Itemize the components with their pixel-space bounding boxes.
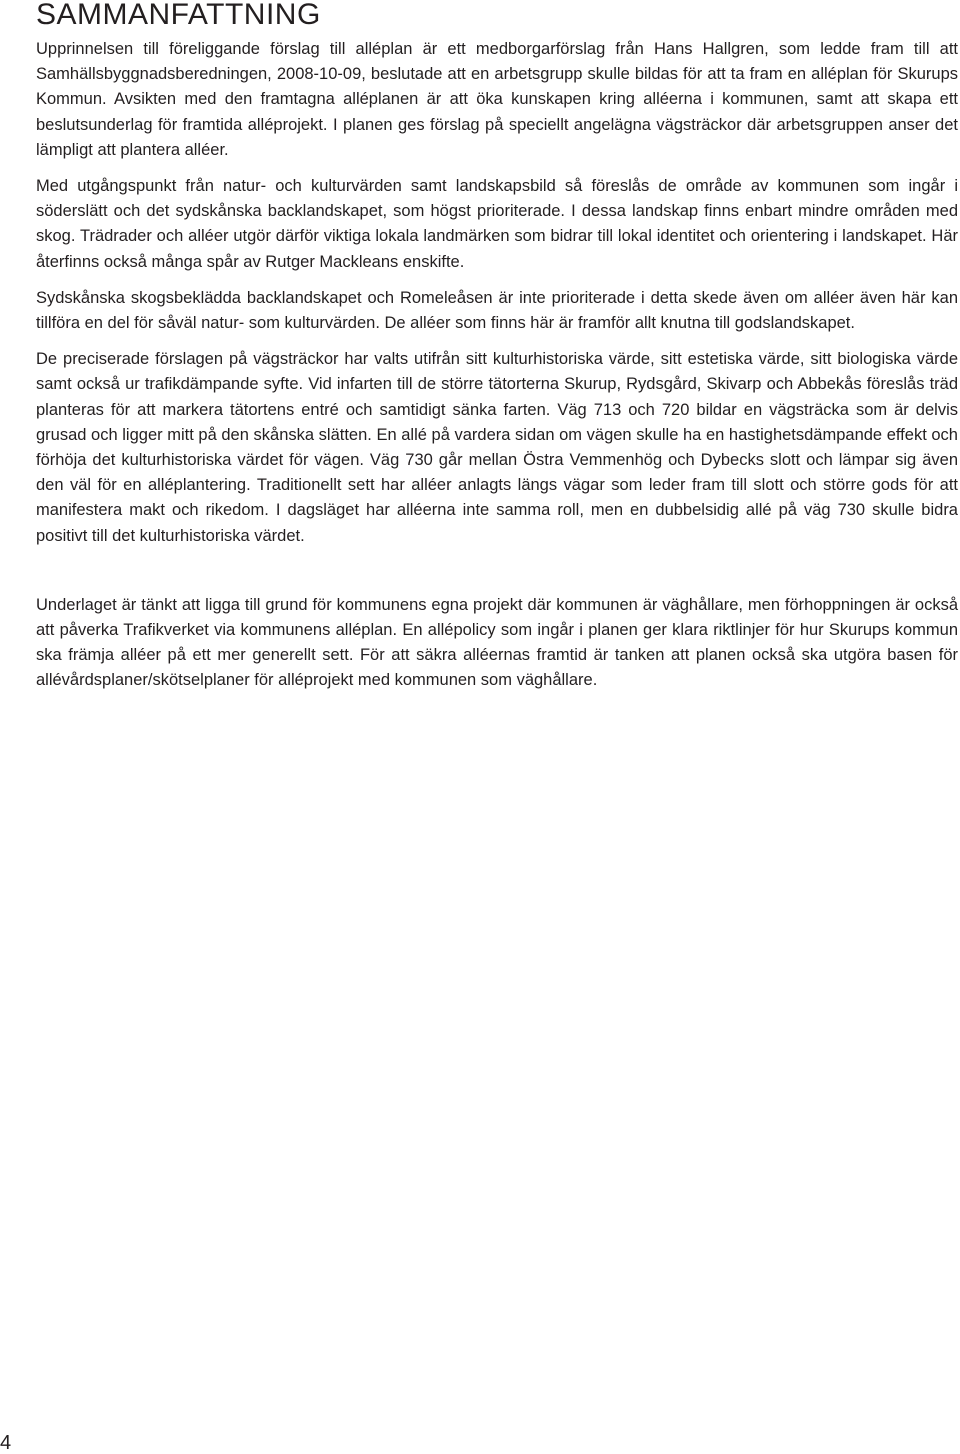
paragraph-priorities: Med utgångspunkt från natur- och kulturvärden samt landskapsbild så föreslås de område av kommunen som ingår i söderslätt och det sydskånska backlandskapet, som högst prioriterade. I dessa landskap finns enbart mindre områden med skog. Trädrader och alléer utgör därför viktiga lokala landmärken som bidrar till lokal identitet och orientering i landskapet. Här återfinns också många spår av Rutger Mackleans enskifte. <box>36 177 958 271</box>
paragraph-road-proposals: De preciserade förslagen på vägsträckor har valts utifrån sitt kulturhistoriska värde, sitt estetiska värde, sitt biologiska värde samt också ur trafikdämpande syfte. Vid infarten till de större tätorterna Skurup, Rydsgård, Skivarp och Abbekås föreslås träd planteras för att markera tätortens entré och samtidigt sänka farten. Väg 713 och 720 bildar en vägsträcka som är delvis grusad och ligger mitt på den skånska slätten. En allé på vardera sidan om vägen skulle ha en hastighetsdämpande effekt och förhöja det kulturhistoriska värdet för vägen. Väg 730 går mellan Östra Vemmenhög och Dybecks slott och lämpar sig även den väl för en alléplantering. Traditionellt sett har alléer anlagts längs vägar som leder fram till slott och större gods för att manifestera makt och rikedom. I dagsläget har alléerna inte samma roll, men en dubbelsidig allé på väg 730 skulle bidra positivt till det kulturhistoriska värdet. <box>36 350 958 545</box>
summary-body <box>36 37 958 705</box>
page-title: SAMMANFATTNING <box>36 0 321 31</box>
paragraph-backlandscape: Sydskånska skogsbeklädda backlandskapet och Romeleåsen är inte prioriterade i detta skede även om alléer även här kan tillföra en del för såväl natur- som kulturvärden. De alléer som finns här är framför allt knutna till godslandskapet. <box>36 288 958 333</box>
paragraph-background: Upprinnelsen till föreliggande förslag till alléplan är ett medborgarförslag från Hans Hallgren, som ledde fram till att Samhällsbyggnadsberedningen, 2008-10-09, beslutade att en arbetsgrupp skulle bildas för att ta fram en alléplan för Skurups Kommun. Avsikten med den framtagna alléplanen är att öka kunskapen kring alléerna i kommunen, samt att skapa ett beslutsunderlag för framtida alléprojekt. I planen ges förslag på speciellt angelägna vägsträckor där arbetsgruppen anser det lämpligt att plantera alléer. <box>36 40 958 159</box>
page-number: 4 <box>0 1432 12 1454</box>
paragraph-purpose: Underlaget är tänkt att ligga till grund för kommunens egna projekt där kommunen är väghållare, men förhoppningen är också att påverka Trafikverket via kommunens alléplan. En allépolicy som ingår i planen ger klara riktlinjer för hur Skurups kommun ska främja alléer på ett mer generellt sett. För att säkra alléernas framtid är tanken att planen också ska utgöra basen för allévårdsplaner/skötselplaner för alléprojekt med kommunen som väghållare. <box>36 595 958 690</box>
